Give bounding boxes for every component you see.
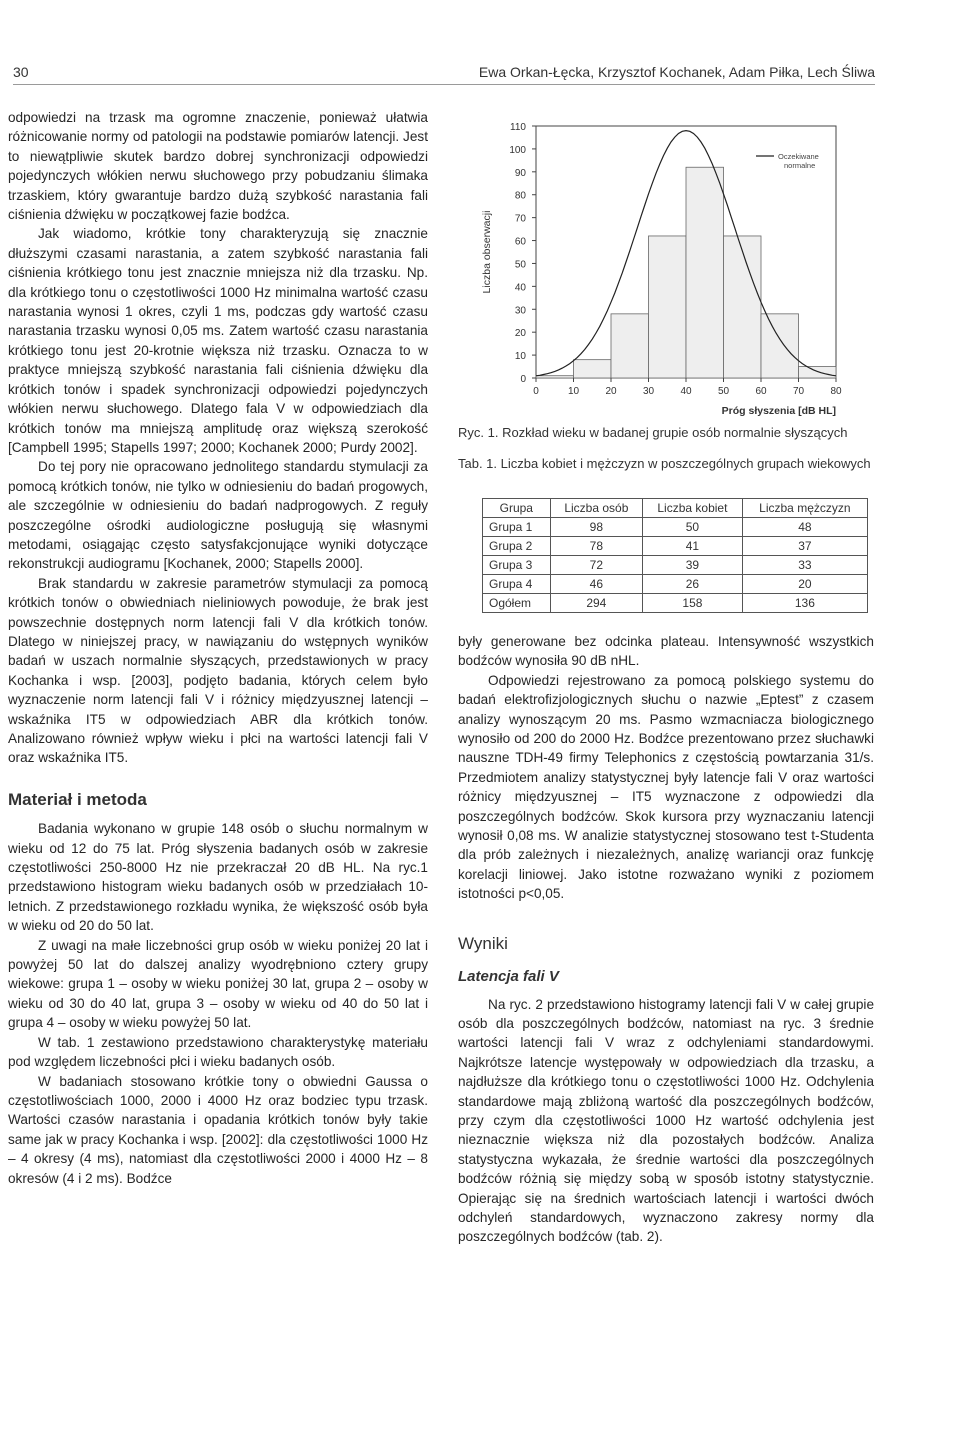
table-header-cell: Liczba kobiet — [643, 499, 743, 518]
y-tick-label: 60 — [514, 236, 526, 248]
histogram-bar — [536, 376, 574, 378]
y-tick-label: 100 — [509, 144, 526, 156]
table-cell: 50 — [643, 518, 743, 537]
table-cell: Grupa 4 — [483, 575, 551, 594]
left-column — [8, 108, 428, 1188]
table-header-cell: Liczba mężczyzn — [742, 499, 867, 518]
x-tick-label: 50 — [717, 386, 730, 397]
x-tick-label: 10 — [567, 386, 580, 397]
table-header-cell: Liczba osób — [550, 499, 642, 518]
table-cell: Grupa 1 — [483, 518, 551, 537]
table-row — [483, 518, 868, 537]
x-tick-label: 80 — [830, 386, 842, 397]
x-tick-label: 30 — [642, 386, 655, 397]
table-header-row — [483, 499, 868, 518]
table-cell: 26 — [643, 575, 743, 594]
table-header-cell: Grupa — [483, 499, 551, 518]
table-cell: 78 — [550, 537, 642, 556]
histogram-bar — [761, 314, 799, 378]
paragraph: Jak wiadomo, krótkie tony charakteryzują się znacznie dłuższymi czasami narastania, a zatem szybkość narastania fali ciśnienia krótkiego tonu jest znacznie mniejsza niż dla trzasku. Np. dla krótkiego tonu o częstotliwości 1000 Hz minimalna wartość czasu narastania wynosi 1 okres, czyli 1 ms, podczas gdy wartość czasu narastania trzasku wynosi 0,05 ms. Zatem wartość czasu narastania krótkiego tonu jest 20-krotnie większa niż trzasku. Oznacza to w praktyce mniejszą szybkość narastania fali ciśnienia dźwięku dla krótkich tonów i spadek synchronizacji odpowiedzi pojedynczych włókien nerwu słuchowego. Dlatego fala V w odpowiedziach dla krótkich tonów ma mniejszą amplitudę oraz większą szerokość [Campbell 1995; Stapells 1997; 2000; Kochanek 2000; Purdy 2002]. — [8, 226, 428, 455]
table-cell: Ogółem — [483, 594, 551, 613]
y-tick-label: 0 — [520, 374, 526, 385]
page-header — [13, 62, 875, 85]
histogram-chart — [470, 110, 880, 417]
table-cell: 20 — [742, 575, 867, 594]
table-cell: 136 — [742, 594, 867, 613]
table-cell: 37 — [742, 537, 867, 556]
x-tick-label: 0 — [533, 386, 539, 397]
figure-caption: Ryc. 1. Rozkład wieku w badanej grupie osób normalnie słyszących — [458, 425, 848, 440]
legend-label: Oczekiwane — [778, 152, 819, 161]
subsection-heading: Latencja fali V — [458, 968, 559, 986]
x-tick-label: 70 — [792, 386, 805, 397]
y-tick-label: 70 — [514, 213, 526, 225]
table-cell: 33 — [742, 556, 867, 575]
table-cell: 98 — [550, 518, 642, 537]
table-cell: 41 — [643, 537, 743, 556]
page-number: 30 — [13, 64, 29, 80]
table-row — [483, 556, 868, 575]
paragraph: odpowiedzi na trzask ma ogromne znaczenie, ponieważ ułatwia różnicowanie normy od patologii na podstawie pomiarów latencji. Jest to niewątpliwie skutek bardzo dobrej synchronizacji odpowiedzi pojedynczych włókien nerwu słuchowego przy pobudzaniu ślimaka trzaskiem, który gwarantuje bardzo dużą szybkość narastania fali ciśnienia dźwięku w początkowej fazie bodźca. — [8, 110, 428, 223]
table-cell: 72 — [550, 556, 642, 575]
table-cell: Grupa 2 — [483, 537, 551, 556]
table-cell: 46 — [550, 575, 642, 594]
table-cell: 39 — [643, 556, 743, 575]
legend-label: normalne — [784, 161, 816, 170]
paragraph: Z uwagi na małe liczebności grup osób w wieku poniżej 20 lat i powyżej 50 lat do dalszej analizy wyodrębniono cztery grupy wiekowe: grupa 1 – osoby w wieku poniżej 30 lat, grupa 2 – osoby w wieku od 30 do 40 lat, grupa 3 – osoby w wieku od 40 do 50 lat i grupa 4 – osoby w wieku powyżej 50 lat. — [8, 937, 428, 1031]
y-tick-label: 10 — [514, 351, 526, 363]
running-authors: Ewa Orkan-Łęcka, Krzysztof Kochanek, Adam Piłka, Lech Śliwa — [478, 64, 875, 80]
section-heading-methods: Materiał i metoda — [8, 789, 147, 809]
table-row — [483, 537, 868, 556]
table-cell: 48 — [742, 518, 867, 537]
table-cell: 158 — [643, 594, 743, 613]
histogram-bar — [799, 367, 837, 378]
x-tick-label: 60 — [755, 386, 767, 397]
histogram-bar — [611, 314, 649, 378]
histogram-bar — [686, 167, 724, 378]
table-row — [483, 575, 868, 594]
y-tick-label: 20 — [514, 328, 526, 340]
y-tick-label: 50 — [514, 259, 526, 271]
x-tick-label: 20 — [605, 386, 617, 397]
paragraph: były generowane bez odcinka plateau. Intensywność wszystkich bodźców wynosiła 90 dB nHL. — [458, 634, 874, 669]
x-axis-label: Próg słyszenia [dB HL] — [721, 405, 836, 417]
table-caption: Tab. 1. Liczba kobiet i mężczyzn w poszczególnych grupach wiekowych — [458, 456, 871, 471]
y-tick-label: 110 — [510, 122, 526, 133]
paragraph: W tab. 1 zestawiono przedstawiono charakterystykę materiału pod względem liczebności płci i wieku badanych osób. — [8, 1034, 428, 1070]
y-tick-label: 80 — [514, 190, 526, 202]
histogram-bar — [574, 360, 612, 378]
histogram-bar — [649, 236, 687, 378]
paragraph: Brak standardu w zakresie parametrów stymulacji za pomocą krótkich tonów o obwiedniach nieliniowych powoduje, że brak jest powszechnie dostępnych norm latencji fali V dla krótkich tonów. Dlatego w niniejszej pracy, w nawiązaniu do wstępnych wyników badań w uszach normalnie słyszących, przedstawionych w pracy Kochanka i wsp. [2003], podjęto badania, których celem było wyznaczenie norm latencji fali V i różnicy międzyusznej latencji – wskaźnika IT5 w odpowiedziach ABR dla krótkich tonów. Analizowano również wpływ wieku i płci na wartości latencji fali V oraz wskaźnika IT5. — [8, 575, 428, 766]
paragraph: Odpowiedzi rejestrowano za pomocą polskiego systemu do badań elektrofizjologicznych słuchu o nazwie „Eptest” z czasem analizy wynoszącym 20 ms. Pasmo wzmacniacza biologicznego wynosiło od 200 do 2000 Hz. Bodźce prezentowano przez słuchawki nauszne TDH-49 firmy Telephonics z częstością powtarzania 31/s. Przedmiotem analizy statystycznej były latencje fali V oraz wartości różnicy międzyusznej – IT5 wyznaczone z odpowiedzi dla poszczególnych bodźców. Skok kursora przy wyznaczaniu latencji wynosił 0,08 ms. W analizie statystycznej stosowano test t-Studenta dla prób zależnych i niezależnych, analizę wariancji oraz funkcję korelacji liniowej. Jako istotne rozważano wyniki z poziomem istotności p<0,05. — [458, 672, 874, 902]
section-heading-results: Wyniki — [458, 933, 508, 953]
table-cell: 294 — [550, 594, 642, 613]
paragraph: Badania wykonano w grupie 148 osób o słuchu normalnym w wieku od 12 do 75 lat. Próg słyszenia badanych osób w zakresie częstotliwości 250-8000 Hz nie przekraczał 20 dB HL. Na ryc.1 przedstawiono histogram wieku badanych osób w przedziałach 10-letnich. Z przedstawionego rozkładu wynika, że większość osób była w wieku od 20 do 50 lat. — [8, 821, 428, 934]
table-row — [483, 594, 868, 613]
paragraph: W badaniach stosowano krótkie tony o obwiedni Gaussa o częstotliwościach 1000, 2000 i 4000 Hz oraz bodziec typu trzask. Wartości czasów narastania i opadania krótkich tonów były takie same jak w pracy Kochanka i wsp. [2002]: dla częstotliwości 1000 Hz – 4 okresy (4 ms), natomiast dla częstotliwości 2000 i 4000 Hz – 8 okresów (4 i 2 ms). Bodźce — [8, 1073, 428, 1186]
table-cell: Grupa 3 — [483, 556, 551, 575]
age-group-table — [482, 498, 868, 613]
histogram-figure — [470, 110, 880, 417]
y-tick-label: 90 — [514, 167, 526, 179]
y-axis-label: Liczba obserwacji — [481, 210, 493, 294]
right-column — [458, 632, 874, 1247]
x-tick-label: 40 — [680, 386, 692, 397]
paragraph: Do tej pory nie opracowano jednolitego standardu stymulacji za pomocą krótkich tonów, nie tylko w odniesieniu do badań progowych, ale szczególnie w odniesieniu do badań nadprogowych. Z reguły poszczególne ośrodki audiologiczne posługują się własnymi metodami, osiągając często satysfakcjonujące wyniki dotyczące rekonstrukcji audiogramu [Kochanek, 2000; Stapells 2000]. — [8, 459, 428, 572]
histogram-bar — [724, 236, 762, 378]
y-tick-label: 30 — [514, 305, 526, 317]
y-tick-label: 40 — [514, 282, 526, 294]
paragraph: Na ryc. 2 przedstawiono histogramy latencji fali V w całej grupie osób dla poszczególnych bodźców, natomiast na ryc. 3 średnie wartości latencji fali V wraz z odchyleniami standardowymi. Najkrótsze latencje występowały w odpowiedziach dla trzasku, a najdłuższe dla krótkiego tonu o częstotliwości 1000 Hz. Odchylenia standardowe mają zbliżoną wartość dla poszczególnych bodźców, przy czym dla częstotliwości 1000 Hz wartość odchylenia jest nieznacznie większa niż dla pozostałych bodźców. Analiza statystyczna wykazała, że średnie wartości dla poszczególnych bodźców różnią się między sobą w sposób istotny statystycznie. Opierając się na średnich wartościach latencji i wartości dwóch odchyleń standardowych, wyznaczono zakresy normy dla poszczególnych bodźców (tab. 2). — [458, 996, 874, 1245]
